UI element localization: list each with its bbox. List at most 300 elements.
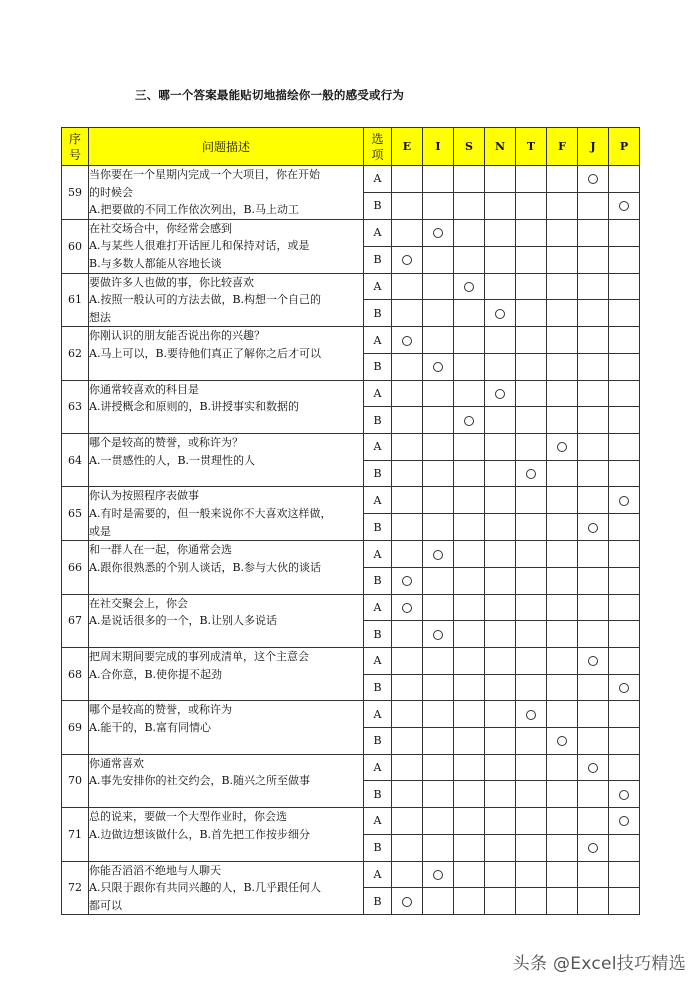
question-line: 和一群人在一起，你通常会选 <box>89 543 232 557</box>
answer-cell-n[interactable] <box>485 219 516 246</box>
answer-cell-f[interactable] <box>547 514 578 541</box>
question-number: 63 <box>62 380 89 433</box>
answer-cell-n[interactable] <box>485 246 516 273</box>
question-number: 70 <box>62 754 89 807</box>
answer-cell-p[interactable] <box>609 219 640 246</box>
answer-cell-s[interactable] <box>454 648 485 675</box>
page-title: 三、哪一个答案最能贴切地描绘你一般的感受或行为 <box>135 88 405 102</box>
circle-mark-icon <box>433 630 443 640</box>
question-line: A.讲授概念和原则的，B.讲授事实和数据的 <box>89 400 300 414</box>
answer-cell-p[interactable] <box>609 192 640 219</box>
answer-cell-p[interactable] <box>609 434 640 461</box>
answer-cell-i[interactable] <box>423 834 454 861</box>
header-option: 选 项 <box>364 128 392 166</box>
answer-cell-p[interactable] <box>609 354 640 381</box>
answer-cell-f[interactable] <box>547 808 578 835</box>
answer-cell-f[interactable] <box>547 834 578 861</box>
header-letter: S <box>454 128 485 166</box>
answer-cell-e[interactable] <box>392 166 423 193</box>
answer-cell-n[interactable] <box>485 407 516 434</box>
option-label: B <box>364 407 392 434</box>
answer-cell-j[interactable] <box>578 407 609 434</box>
answer-cell-f[interactable] <box>547 674 578 701</box>
question-description <box>89 808 364 861</box>
answer-cell-f[interactable] <box>547 166 578 193</box>
answer-cell-i[interactable] <box>423 728 454 755</box>
answer-cell-p[interactable] <box>609 300 640 327</box>
answer-cell-p[interactable] <box>609 621 640 648</box>
answer-cell-p[interactable] <box>609 460 640 487</box>
answer-cell-p[interactable] <box>609 327 640 354</box>
circle-mark-icon <box>588 656 598 666</box>
option-label: A <box>364 380 392 407</box>
answer-cell-t[interactable] <box>516 701 547 728</box>
answer-cell-n[interactable] <box>485 621 516 648</box>
answer-cell-s[interactable] <box>454 273 485 300</box>
answer-cell-p[interactable] <box>609 166 640 193</box>
answer-cell-i[interactable] <box>423 621 454 648</box>
answer-cell-f[interactable] <box>547 273 578 300</box>
answer-cell-s[interactable] <box>454 808 485 835</box>
answer-cell-f[interactable] <box>547 888 578 915</box>
question-description <box>89 701 364 754</box>
circle-mark-icon <box>588 763 598 773</box>
answer-cell-j[interactable] <box>578 327 609 354</box>
question-line: A.合你意，B.使你提不起劲 <box>89 667 223 681</box>
answer-cell-n[interactable] <box>485 648 516 675</box>
answer-cell-s[interactable] <box>454 434 485 461</box>
question-line: 你认为按照程序表做事 <box>89 489 199 503</box>
answer-cell-e[interactable] <box>392 674 423 701</box>
answer-cell-f[interactable] <box>547 541 578 568</box>
answer-cell-n[interactable] <box>485 354 516 381</box>
answer-cell-t[interactable] <box>516 674 547 701</box>
answer-cell-t[interactable] <box>516 594 547 621</box>
answer-cell-p[interactable] <box>609 834 640 861</box>
answer-cell-i[interactable] <box>423 487 454 514</box>
answer-cell-t[interactable] <box>516 781 547 808</box>
answer-cell-t[interactable] <box>516 648 547 675</box>
answer-cell-t[interactable] <box>516 273 547 300</box>
answer-cell-s[interactable] <box>454 192 485 219</box>
answer-cell-i[interactable] <box>423 808 454 835</box>
circle-mark-icon <box>588 174 598 184</box>
question-line: 把周末期间要完成的事列成清单，这个主意会 <box>89 650 309 663</box>
answer-cell-s[interactable] <box>454 166 485 193</box>
answer-cell-j[interactable] <box>578 594 609 621</box>
answer-cell-t[interactable] <box>516 219 547 246</box>
answer-cell-i[interactable] <box>423 861 454 888</box>
header-letter: N <box>485 128 516 166</box>
answer-cell-f[interactable] <box>547 460 578 487</box>
answer-cell-j[interactable] <box>578 701 609 728</box>
answer-cell-p[interactable] <box>609 674 640 701</box>
option-label: B <box>364 888 392 915</box>
question-line: B.与多数人都能从容地长谈 <box>89 256 222 270</box>
answer-cell-t[interactable] <box>516 246 547 273</box>
answer-cell-j[interactable] <box>578 460 609 487</box>
answer-cell-p[interactable] <box>609 888 640 915</box>
answer-cell-s[interactable] <box>454 621 485 648</box>
answer-cell-e[interactable] <box>392 407 423 434</box>
circle-mark-icon <box>526 710 536 720</box>
answer-cell-t[interactable] <box>516 861 547 888</box>
answer-cell-j[interactable] <box>578 808 609 835</box>
question-line: A.只限于跟你有共同兴趣的人，B.几乎跟任何人 <box>89 881 322 895</box>
answer-cell-e[interactable] <box>392 754 423 781</box>
answer-cell-i[interactable] <box>423 701 454 728</box>
answer-cell-n[interactable] <box>485 327 516 354</box>
question-number: 64 <box>62 434 89 487</box>
header-letter: P <box>609 128 640 166</box>
answer-cell-i[interactable] <box>423 541 454 568</box>
answer-cell-j[interactable] <box>578 728 609 755</box>
answer-cell-e[interactable] <box>392 594 423 621</box>
question-line: A.把要做的不同工作依次列出，B.马上动工 <box>89 203 300 217</box>
answer-cell-n[interactable] <box>485 728 516 755</box>
answer-cell-n[interactable] <box>485 834 516 861</box>
answer-cell-t[interactable] <box>516 434 547 461</box>
answer-cell-s[interactable] <box>454 781 485 808</box>
answer-cell-j[interactable] <box>578 434 609 461</box>
answer-cell-s[interactable] <box>454 754 485 781</box>
answer-cell-f[interactable] <box>547 781 578 808</box>
answer-cell-s[interactable] <box>454 701 485 728</box>
answer-cell-e[interactable] <box>392 888 423 915</box>
answer-cell-i[interactable] <box>423 594 454 621</box>
answer-cell-s[interactable] <box>454 567 485 594</box>
answer-cell-j[interactable] <box>578 514 609 541</box>
answer-cell-p[interactable] <box>609 407 640 434</box>
answer-cell-j[interactable] <box>578 861 609 888</box>
option-label: B <box>364 246 392 273</box>
header-row <box>62 128 640 166</box>
answer-cell-i[interactable] <box>423 460 454 487</box>
answer-cell-p[interactable] <box>609 380 640 407</box>
answer-cell-i[interactable] <box>423 648 454 675</box>
answer-cell-s[interactable] <box>454 834 485 861</box>
answer-cell-p[interactable] <box>609 808 640 835</box>
answer-cell-j[interactable] <box>578 541 609 568</box>
question-number: 65 <box>62 487 89 541</box>
answer-cell-f[interactable] <box>547 434 578 461</box>
question-line: 你能否滔滔不绝地与人聊天 <box>89 863 221 877</box>
answer-cell-i[interactable] <box>423 273 454 300</box>
answer-cell-f[interactable] <box>547 380 578 407</box>
answer-cell-i[interactable] <box>423 219 454 246</box>
answer-cell-n[interactable] <box>485 754 516 781</box>
question-description <box>89 754 364 807</box>
answer-cell-e[interactable] <box>392 434 423 461</box>
question-line: A.有时是需要的，但一般来说你不大喜欢这样做， <box>89 507 332 521</box>
answer-cell-p[interactable] <box>609 246 640 273</box>
option-label: B <box>364 514 392 541</box>
option-label: B <box>364 674 392 701</box>
question-row <box>62 273 640 300</box>
answer-cell-i[interactable] <box>423 434 454 461</box>
answer-cell-e[interactable] <box>392 327 423 354</box>
answer-cell-e[interactable] <box>392 192 423 219</box>
answer-cell-j[interactable] <box>578 354 609 381</box>
circle-mark-icon <box>619 201 629 211</box>
option-label: A <box>364 754 392 781</box>
answer-cell-i[interactable] <box>423 781 454 808</box>
answer-cell-e[interactable] <box>392 808 423 835</box>
answer-cell-f[interactable] <box>547 327 578 354</box>
answer-cell-p[interactable] <box>609 567 640 594</box>
header-letter: J <box>578 128 609 166</box>
answer-cell-p[interactable] <box>609 701 640 728</box>
answer-cell-n[interactable] <box>485 487 516 514</box>
answer-cell-e[interactable] <box>392 648 423 675</box>
answer-cell-s[interactable] <box>454 460 485 487</box>
answer-cell-j[interactable] <box>578 219 609 246</box>
answer-cell-i[interactable] <box>423 246 454 273</box>
question-row <box>62 219 640 246</box>
answer-cell-j[interactable] <box>578 300 609 327</box>
answer-cell-e[interactable] <box>392 541 423 568</box>
question-description <box>89 861 364 915</box>
answer-cell-t[interactable] <box>516 541 547 568</box>
answer-cell-f[interactable] <box>547 648 578 675</box>
answer-cell-t[interactable] <box>516 354 547 381</box>
answer-cell-f[interactable] <box>547 701 578 728</box>
answer-cell-t[interactable] <box>516 621 547 648</box>
answer-cell-n[interactable] <box>485 166 516 193</box>
question-line: A.跟你很熟悉的个别人谈话，B.参与大伙的谈话 <box>89 560 322 574</box>
answer-cell-n[interactable] <box>485 460 516 487</box>
option-label: B <box>364 192 392 219</box>
answer-cell-p[interactable] <box>609 648 640 675</box>
answer-cell-s[interactable] <box>454 219 485 246</box>
answer-cell-s[interactable] <box>454 861 485 888</box>
answer-cell-n[interactable] <box>485 781 516 808</box>
answer-cell-i[interactable] <box>423 888 454 915</box>
answer-cell-e[interactable] <box>392 861 423 888</box>
answer-cell-e[interactable] <box>392 219 423 246</box>
answer-cell-s[interactable] <box>454 407 485 434</box>
answer-cell-e[interactable] <box>392 300 423 327</box>
answer-cell-e[interactable] <box>392 273 423 300</box>
answer-cell-j[interactable] <box>578 888 609 915</box>
survey-body <box>62 166 640 915</box>
answer-cell-p[interactable] <box>609 728 640 755</box>
answer-cell-s[interactable] <box>454 728 485 755</box>
answer-cell-f[interactable] <box>547 487 578 514</box>
answer-cell-p[interactable] <box>609 754 640 781</box>
answer-cell-j[interactable] <box>578 781 609 808</box>
answer-cell-s[interactable] <box>454 674 485 701</box>
answer-cell-f[interactable] <box>547 567 578 594</box>
answer-cell-f[interactable] <box>547 246 578 273</box>
circle-mark-icon <box>402 897 412 907</box>
answer-cell-i[interactable] <box>423 380 454 407</box>
answer-cell-e[interactable] <box>392 728 423 755</box>
question-line: 在社交聚会上，你会 <box>89 596 188 610</box>
answer-cell-e[interactable] <box>392 514 423 541</box>
question-line: 的时候会 <box>89 185 133 199</box>
answer-cell-f[interactable] <box>547 219 578 246</box>
answer-cell-s[interactable] <box>454 327 485 354</box>
question-line: 当你要在一个星期内完成一个大项目，你在开始 <box>89 168 320 181</box>
answer-cell-t[interactable] <box>516 567 547 594</box>
answer-cell-t[interactable] <box>516 407 547 434</box>
answer-cell-i[interactable] <box>423 407 454 434</box>
question-row <box>62 594 640 621</box>
answer-cell-i[interactable] <box>423 674 454 701</box>
answer-cell-j[interactable] <box>578 273 609 300</box>
answer-cell-e[interactable] <box>392 460 423 487</box>
answer-cell-n[interactable] <box>485 594 516 621</box>
answer-cell-i[interactable] <box>423 514 454 541</box>
question-row <box>62 648 640 675</box>
answer-cell-s[interactable] <box>454 594 485 621</box>
answer-cell-s[interactable] <box>454 380 485 407</box>
answer-cell-j[interactable] <box>578 192 609 219</box>
answer-cell-f[interactable] <box>547 300 578 327</box>
answer-cell-j[interactable] <box>578 567 609 594</box>
answer-cell-e[interactable] <box>392 246 423 273</box>
answer-cell-n[interactable] <box>485 674 516 701</box>
question-row <box>62 487 640 514</box>
header-letter: I <box>423 128 454 166</box>
answer-cell-f[interactable] <box>547 621 578 648</box>
answer-cell-s[interactable] <box>454 300 485 327</box>
answer-cell-f[interactable] <box>547 728 578 755</box>
answer-cell-p[interactable] <box>609 781 640 808</box>
answer-cell-i[interactable] <box>423 327 454 354</box>
answer-cell-t[interactable] <box>516 754 547 781</box>
answer-cell-t[interactable] <box>516 808 547 835</box>
answer-cell-n[interactable] <box>485 701 516 728</box>
answer-cell-j[interactable] <box>578 834 609 861</box>
answer-cell-t[interactable] <box>516 460 547 487</box>
header-seq: 序 号 <box>62 128 89 166</box>
answer-cell-n[interactable] <box>485 541 516 568</box>
question-line: 或是 <box>89 524 111 538</box>
answer-cell-f[interactable] <box>547 754 578 781</box>
answer-cell-f[interactable] <box>547 354 578 381</box>
answer-cell-t[interactable] <box>516 300 547 327</box>
answer-cell-e[interactable] <box>392 567 423 594</box>
answer-cell-s[interactable] <box>454 541 485 568</box>
answer-cell-f[interactable] <box>547 861 578 888</box>
answer-cell-n[interactable] <box>485 888 516 915</box>
answer-cell-f[interactable] <box>547 192 578 219</box>
question-description <box>89 434 364 487</box>
option-label: B <box>364 460 392 487</box>
question-line: A.与某些人很难打开话匣儿和保持对话，或是 <box>89 239 310 253</box>
answer-cell-s[interactable] <box>454 354 485 381</box>
answer-cell-f[interactable] <box>547 407 578 434</box>
answer-cell-t[interactable] <box>516 834 547 861</box>
option-label: B <box>364 621 392 648</box>
option-label: A <box>364 648 392 675</box>
answer-cell-i[interactable] <box>423 300 454 327</box>
answer-cell-j[interactable] <box>578 754 609 781</box>
answer-cell-t[interactable] <box>516 514 547 541</box>
answer-cell-e[interactable] <box>392 701 423 728</box>
answer-cell-e[interactable] <box>392 781 423 808</box>
answer-cell-j[interactable] <box>578 648 609 675</box>
answer-cell-n[interactable] <box>485 861 516 888</box>
circle-mark-icon <box>526 469 536 479</box>
question-line: 要做许多人也做的事，你比较喜欢 <box>89 275 254 289</box>
answer-cell-j[interactable] <box>578 621 609 648</box>
answer-cell-n[interactable] <box>485 273 516 300</box>
answer-cell-j[interactable] <box>578 674 609 701</box>
answer-cell-s[interactable] <box>454 487 485 514</box>
circle-mark-icon <box>588 523 598 533</box>
answer-cell-p[interactable] <box>609 594 640 621</box>
answer-cell-n[interactable] <box>485 808 516 835</box>
answer-cell-t[interactable] <box>516 192 547 219</box>
answer-cell-t[interactable] <box>516 380 547 407</box>
option-label: A <box>364 166 392 193</box>
option-label: A <box>364 541 392 568</box>
circle-mark-icon <box>433 362 443 372</box>
answer-cell-n[interactable] <box>485 192 516 219</box>
question-description <box>89 594 364 647</box>
question-number: 67 <box>62 594 89 647</box>
answer-cell-j[interactable] <box>578 246 609 273</box>
answer-cell-n[interactable] <box>485 380 516 407</box>
answer-cell-j[interactable] <box>578 380 609 407</box>
answer-cell-t[interactable] <box>516 327 547 354</box>
question-number: 71 <box>62 808 89 861</box>
answer-cell-i[interactable] <box>423 354 454 381</box>
answer-cell-p[interactable] <box>609 487 640 514</box>
answer-cell-j[interactable] <box>578 166 609 193</box>
question-line: A.事先安排你的社交约会，B.随兴之所至做事 <box>89 774 311 788</box>
answer-cell-i[interactable] <box>423 754 454 781</box>
answer-cell-e[interactable] <box>392 354 423 381</box>
question-row <box>62 701 640 728</box>
answer-cell-p[interactable] <box>609 541 640 568</box>
answer-cell-e[interactable] <box>392 621 423 648</box>
answer-cell-p[interactable] <box>609 514 640 541</box>
header-description: 问题描述 <box>89 128 364 166</box>
circle-mark-icon <box>619 816 629 826</box>
answer-cell-p[interactable] <box>609 861 640 888</box>
answer-cell-t[interactable] <box>516 487 547 514</box>
answer-cell-j[interactable] <box>578 487 609 514</box>
answer-cell-t[interactable] <box>516 166 547 193</box>
question-number: 62 <box>62 327 89 380</box>
answer-cell-n[interactable] <box>485 434 516 461</box>
answer-cell-n[interactable] <box>485 300 516 327</box>
option-label: A <box>364 861 392 888</box>
answer-cell-t[interactable] <box>516 728 547 755</box>
answer-cell-s[interactable] <box>454 888 485 915</box>
question-description <box>89 219 364 273</box>
answer-cell-f[interactable] <box>547 594 578 621</box>
answer-cell-n[interactable] <box>485 567 516 594</box>
question-line: A.边做边想该做什么，B.首先把工作按步细分 <box>89 827 311 841</box>
answer-cell-i[interactable] <box>423 192 454 219</box>
answer-cell-e[interactable] <box>392 834 423 861</box>
answer-cell-i[interactable] <box>423 166 454 193</box>
answer-cell-n[interactable] <box>485 514 516 541</box>
answer-cell-s[interactable] <box>454 514 485 541</box>
answer-cell-t[interactable] <box>516 888 547 915</box>
answer-cell-e[interactable] <box>392 487 423 514</box>
answer-cell-p[interactable] <box>609 273 640 300</box>
question-number: 69 <box>62 701 89 754</box>
answer-cell-s[interactable] <box>454 246 485 273</box>
answer-cell-e[interactable] <box>392 380 423 407</box>
answer-cell-i[interactable] <box>423 567 454 594</box>
